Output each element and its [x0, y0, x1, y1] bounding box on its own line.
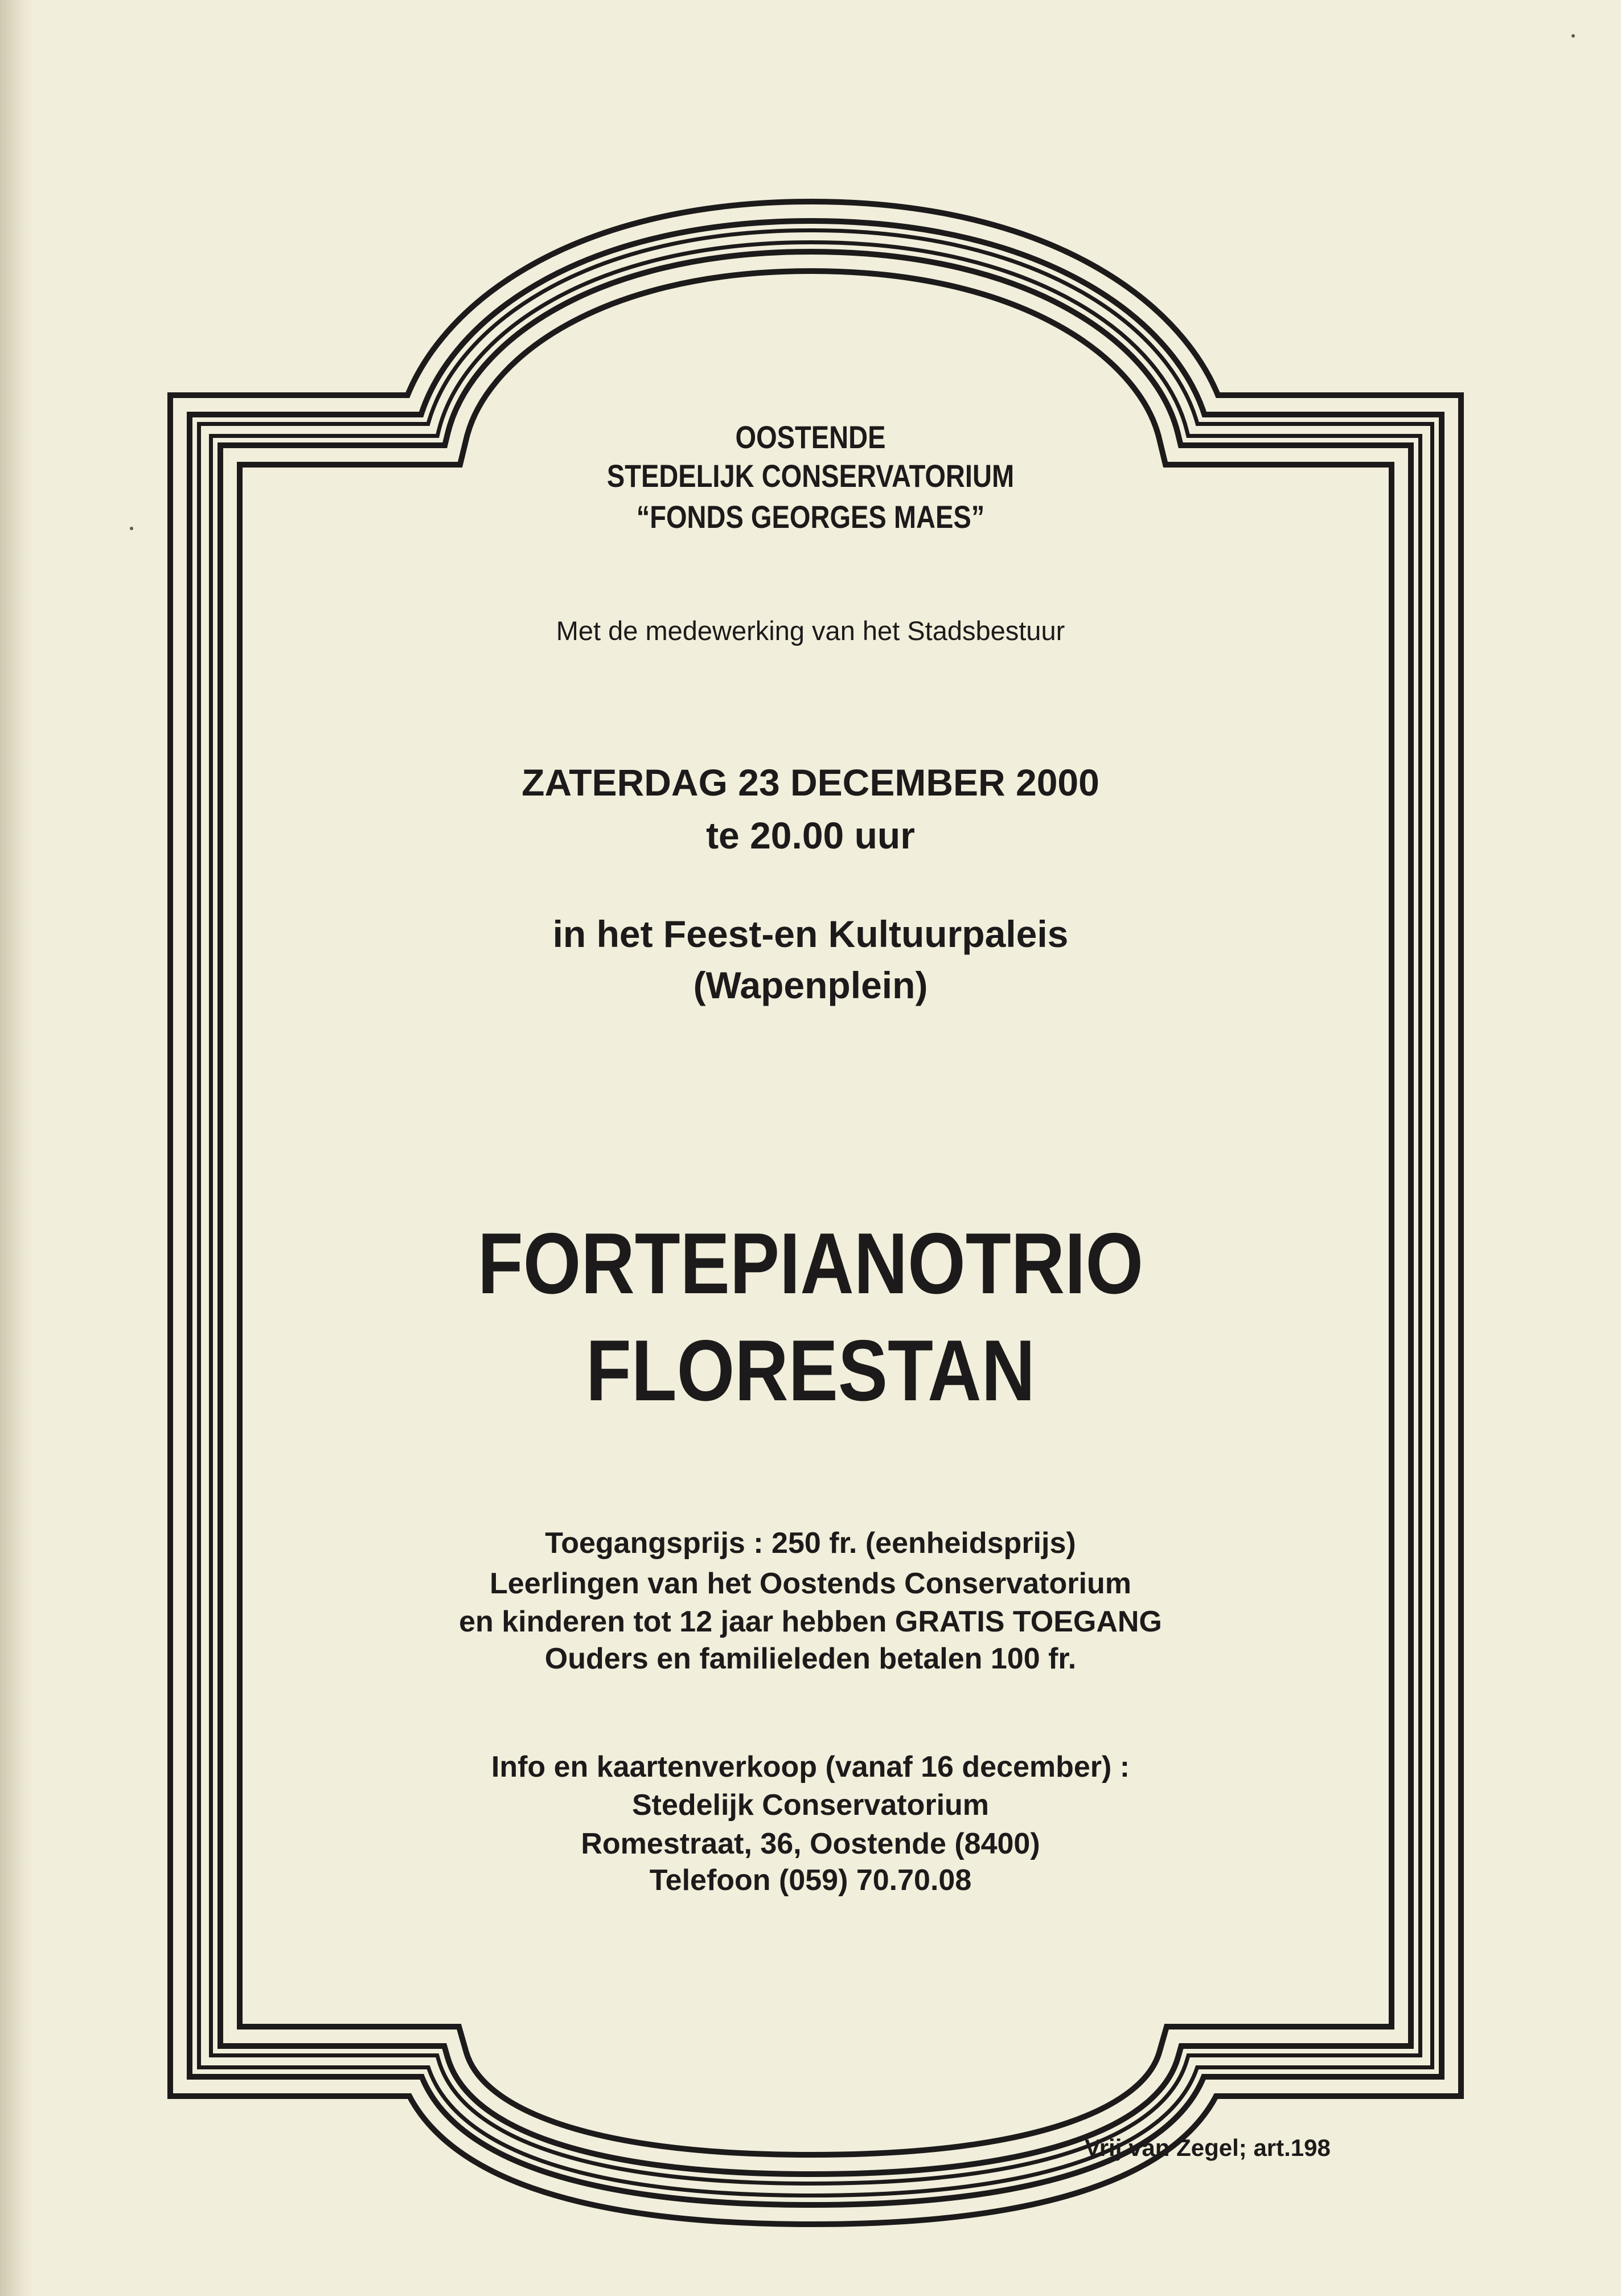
contact-line: Info en kaartenverkoop (vanaf 16 december) :: [491, 1750, 1130, 1784]
header-fund: “FONDS GEORGES MAES”: [636, 499, 985, 535]
event-venue: in het Feest-en Kultuurpaleis: [552, 913, 1069, 955]
event-date: ZATERDAG 23 DECEMBER 2000: [522, 761, 1099, 803]
contact-line: Telefoon (059) 70.70.08: [649, 1864, 972, 1897]
price-line: Leerlingen van het Oostends Conservatorium: [490, 1567, 1131, 1600]
event-venue-detail: (Wapenplein): [693, 964, 928, 1006]
header-city: OOSTENDE: [735, 419, 886, 455]
contact-line: Stedelijk Conservatorium: [631, 1789, 990, 1822]
contact-line: Romestraat, 36, Oostende (8400): [581, 1827, 1040, 1860]
price-line: en kinderen tot 12 jaar hebben GRATIS TOEGANG: [459, 1605, 1162, 1638]
price-line: Ouders en familieleden betalen 100 fr.: [544, 1642, 1077, 1675]
performer-title-line2: FLORESTAN: [585, 1322, 1036, 1419]
price-line: Toegangsprijs : 250 fr. (eenheidsprijs): [545, 1527, 1076, 1560]
header-institution: STEDELIJK CONSERVATORIUM: [606, 458, 1015, 494]
stamp-exemption-note: Vrij van Zegel; art.198: [1085, 2134, 1331, 2161]
cooperation-note: Met de medewerking van het Stadsbestuur: [556, 616, 1065, 646]
paper-speck: [1571, 34, 1575, 38]
event-time: te 20.00 uur: [706, 814, 915, 856]
performer-title-line1: FORTEPIANOTRIO: [477, 1215, 1144, 1312]
